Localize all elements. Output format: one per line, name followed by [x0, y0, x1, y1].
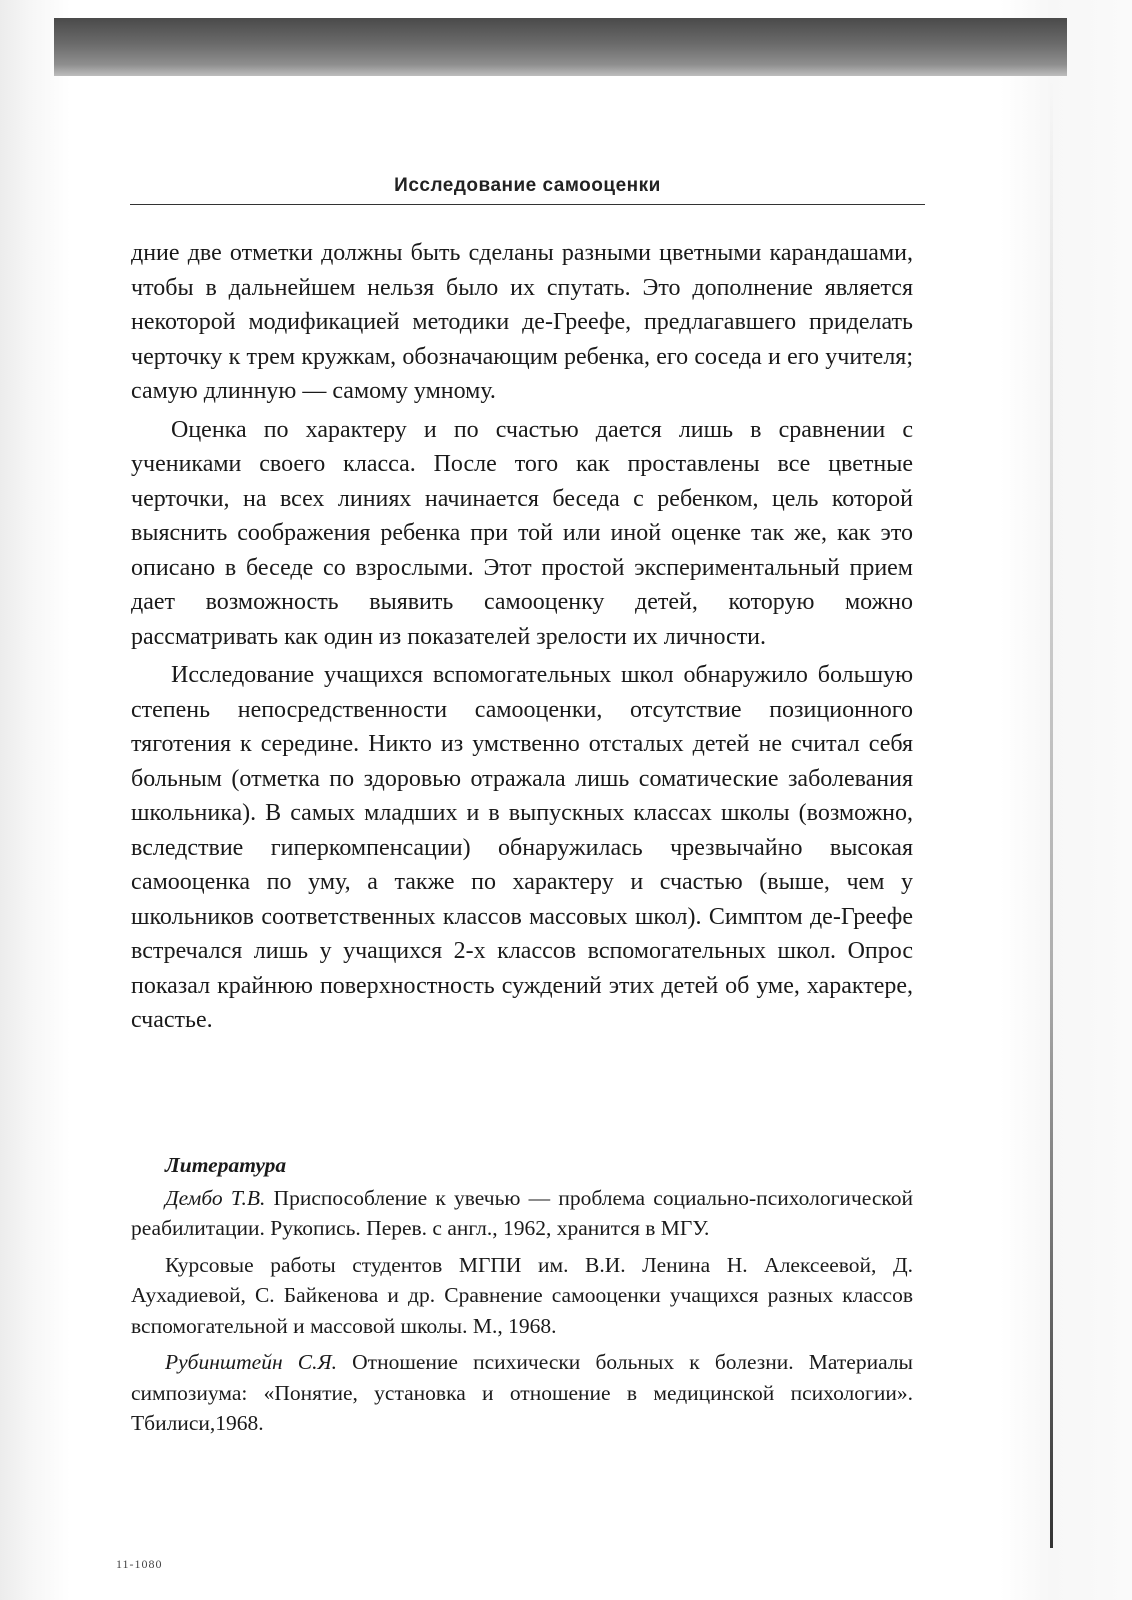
reference-entry [131, 1347, 913, 1439]
paragraph: Исследование учащихся вспомогательных школ обнаружило большую степень непосредственности самооценки, отсутствие позиционного тяготения к середине. Никто из умственно отсталых детей не считал себя больным (отметка по здоровью отражала лишь соматические заболевания школьника). В самых младших и в выпускных классах школы (возможно, вследствие гиперкомпенсации) обнаружилась чрезвычайно высокая самооценка по уму, а также по характеру и счастью (выше, чем у школьников соответственных классов массовых школ). Симптом де-Греефе встречался лишь у учащихся 2-х классов вспомогательных школ. Опрос показал крайнюю поверхностность суждений этих детей об уме, характере, счастье. [131, 662, 913, 1033]
reference-entry [131, 1183, 913, 1244]
main-text [131, 236, 913, 1042]
printer-signature: 11-1080 [116, 1557, 163, 1571]
reference-author: Рубинштейн С.Я. [165, 1350, 337, 1374]
reference-text: Курсовые работы студентов МГПИ им. В.И. Ленина Н. Алексеевой, Д. Аухадиевой, С. Байкенова и др. Сравнение самооценки учащихся разных классов вспомогательной и массовой школы. М., 1968. [131, 1252, 913, 1338]
reference-text: Приспособление к увечью — проблема социально-психологической реабилитации. Рукопись. Перев. с англ., 1962, хранится в МГУ. [131, 1185, 913, 1240]
header-rule [130, 204, 925, 205]
reference-text: Отношение психически больных к болезни. Материалы симпозиума: «Понятие, установка и отношение в медицинской психологии». Тбилиси,1968. [131, 1350, 914, 1435]
running-title: Исследование самооценки [394, 175, 661, 196]
reference-entry [131, 1250, 913, 1342]
paragraph: Оценка по характеру и по счастью дается лишь в сравнении с учениками своего класса. После того как проставлены все цветные черточки, на всех линиях начинается беседа с ребенком, цель которой выяснить соображения ребенка при той или иной оценке так же, как это описано в беседе со взрослыми. Этот простой экспериментальный прием дает возможность выявить самооценку детей, которую можно рассматривать как один из показателей зрелости их личности. [131, 416, 913, 650]
scan-top-shadow-band [54, 18, 1067, 76]
literature-section [131, 1150, 913, 1445]
literature-heading: Литература [165, 1153, 287, 1177]
paragraph: дние две отметки должны быть сделаны разными цветными карандашами, чтобы в дальнейшем нельзя было их спутать. Это дополнение является некоторой модификацией методики де-Греефе, предлагавшего приделать черточку к трем кружкам, обозначающим ребенка, его соседа и его учителя; самую длинную — самому умному. [131, 240, 913, 404]
reference-author: Дембо Т.В. [165, 1185, 266, 1210]
page-gutter-line [1050, 78, 1053, 1548]
